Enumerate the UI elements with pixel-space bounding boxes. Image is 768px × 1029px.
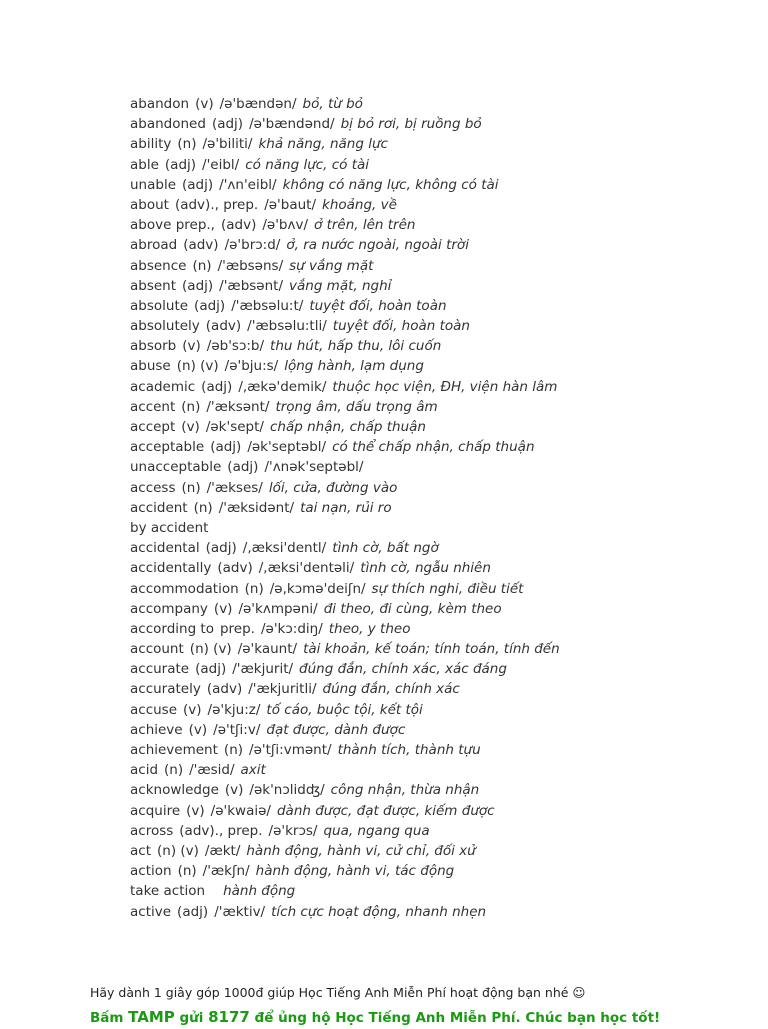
vocab-ipa: /ə'biliti/ xyxy=(202,136,253,153)
vocab-entry xyxy=(130,821,730,841)
vocab-word: ability xyxy=(130,136,172,153)
vocab-entry xyxy=(130,801,730,821)
vocab-pos: (n) xyxy=(177,863,197,880)
vocab-meaning: tài khoản, kế toán; tính toán, tính đến xyxy=(303,641,560,658)
vocab-ipa: /'æsid/ xyxy=(189,762,235,779)
vocab-entry xyxy=(130,861,730,881)
vocab-entry xyxy=(130,215,730,235)
vocab-ipa: /ə'kɔ:diŋ/ xyxy=(260,620,323,637)
vocab-meaning: ở, ra nước ngoài, ngoài trời xyxy=(286,237,469,254)
vocab-ipa: /ək'nɔlidʤ/ xyxy=(249,782,325,799)
vocab-meaning: không có năng lực, không có tài xyxy=(282,176,499,193)
vocab-entry xyxy=(130,356,730,376)
vocab-ipa: /'æbsəlu:t/ xyxy=(231,297,304,314)
vocab-word: acid xyxy=(130,762,159,779)
vocab-entry xyxy=(130,155,730,175)
vocab-word: accompany xyxy=(130,600,208,617)
vocab-pos: (adv)., prep. xyxy=(174,196,259,213)
vocab-meaning: đúng đắn, chính xác xyxy=(322,681,460,698)
vocab-word: accommodation xyxy=(130,580,239,597)
vocab-word: accuse xyxy=(130,701,178,718)
vocab-word: abandon xyxy=(130,96,190,112)
vocab-pos: (v) xyxy=(186,802,205,819)
vocab-word: accident xyxy=(130,499,188,516)
vocab-ipa: /'ækjurit/ xyxy=(232,661,294,678)
vocab-entry xyxy=(130,377,730,397)
vocab-meaning: hành động xyxy=(223,883,296,900)
vocab-word: access xyxy=(130,479,176,496)
vocab-pos: (n) xyxy=(181,398,201,415)
vocab-ipa: /ə'bændənd/ xyxy=(249,116,335,133)
vocab-pos: (n) xyxy=(177,136,197,153)
vocab-entry xyxy=(130,599,730,619)
vocab-pos: (adj) xyxy=(195,661,227,678)
vocab-meaning: đạt được, dành được xyxy=(266,721,406,738)
vocab-entry xyxy=(130,235,730,255)
vocab-word: active xyxy=(130,903,172,920)
vocab-entry xyxy=(130,679,730,699)
vocab-pos: (adj) xyxy=(201,378,233,395)
vocab-entry xyxy=(130,397,730,417)
vocab-ipa: /'æbsəlu:tli/ xyxy=(247,318,327,335)
vocab-ipa: /ə'kju:z/ xyxy=(207,701,261,718)
vocab-meaning: công nhận, thừa nhận xyxy=(330,782,480,799)
vocab-word: absolutely xyxy=(130,318,200,335)
vocab-pos: (n) xyxy=(244,580,264,597)
vocab-ipa: /ə'baut/ xyxy=(264,196,316,213)
vocab-word: able xyxy=(130,156,159,173)
vocab-ipa: /'ʌn'eibl/ xyxy=(219,176,277,193)
vocab-pos: (n) (v) xyxy=(176,358,219,375)
vocab-ipa: /ə'krɔs/ xyxy=(268,822,318,839)
vocab-entry xyxy=(130,619,730,639)
vocab-entry xyxy=(130,276,730,296)
sms-keyword: TAMP xyxy=(128,1008,175,1026)
vocab-ipa: /ək'septəbl/ xyxy=(247,439,327,456)
vocab-meaning: thành tích, thành tựu xyxy=(337,742,481,758)
vocab-pos: (adj) xyxy=(194,297,226,314)
vocab-pos: (adj) xyxy=(227,459,259,476)
vocab-word: academic xyxy=(130,378,196,395)
vocab-ipa: /'ækʃn/ xyxy=(202,863,250,880)
vocab-entry xyxy=(130,780,730,800)
vocab-word: abandoned xyxy=(130,116,206,133)
vocab-meaning: sự thích nghi, điều tiết xyxy=(371,580,524,597)
vocab-entry xyxy=(130,639,730,659)
vocab-meaning: thu hút, hấp thu, lôi cuốn xyxy=(270,338,442,355)
vocab-meaning: có năng lực, có tài xyxy=(245,156,370,173)
vocab-word: achievement xyxy=(130,742,218,758)
vocab-meaning: tai nạn, rủi ro xyxy=(300,499,392,516)
vocab-pos: (v) xyxy=(195,96,214,112)
vocab-pos: (n) (v) xyxy=(157,842,199,859)
vocab-word: according to xyxy=(130,620,214,637)
vocab-meaning: đúng đắn, chính xác, xác đáng xyxy=(299,661,507,678)
vocab-pos: (v) xyxy=(224,782,244,799)
vocab-word: unable xyxy=(130,176,177,193)
sms-number: 8177 xyxy=(208,1008,250,1026)
vocab-ipa: /,æksi'dentl/ xyxy=(242,540,327,557)
vocab-ipa: /ə'kaunt/ xyxy=(237,641,298,658)
vocab-meaning: tuyệt đối, hoàn toàn xyxy=(332,318,470,335)
vocab-entry xyxy=(130,659,730,679)
vocab-meaning: axit xyxy=(240,762,266,779)
vocab-ipa: /ə'brɔ:d/ xyxy=(224,237,281,254)
vocab-ipa: /ə'kwaiə/ xyxy=(210,802,271,819)
vocab-pos: (adv) xyxy=(205,318,242,335)
vocab-entry xyxy=(130,336,730,356)
vocab-pos: (n) xyxy=(181,479,201,496)
vocab-ipa: /ə'tʃi:v/ xyxy=(213,721,261,738)
vocab-meaning: đi theo, đi cùng, kèm theo xyxy=(323,600,502,617)
vocab-meaning: lộng hành, lạm dụng xyxy=(284,358,424,375)
vocab-entry xyxy=(130,841,730,861)
vocab-entry xyxy=(130,902,730,922)
vocab-word: account xyxy=(130,641,184,658)
vocab-ipa: /'æksənt/ xyxy=(206,398,270,415)
vocab-word: across xyxy=(130,822,174,839)
vocab-meaning: tuyệt đối, hoàn toàn xyxy=(309,297,447,314)
vocab-meaning: sự vắng mặt xyxy=(289,257,374,274)
vocab-meaning: bỏ, từ bỏ xyxy=(302,96,363,112)
vocab-entry xyxy=(130,558,730,578)
vocab-ipa: /,ækə'demik/ xyxy=(238,378,327,395)
vocab-entry xyxy=(130,94,730,114)
vocab-entry xyxy=(130,498,730,518)
vocab-pos: (n) xyxy=(192,257,212,274)
vocab-ipa: /ək'sept/ xyxy=(205,419,264,435)
donation-note: Hãy dành 1 giây góp 1000đ giúp Học Tiếng Anh Miễn Phí hoạt động bạn nhé ☺ xyxy=(90,985,586,1000)
vocab-ipa: /'ækses/ xyxy=(206,479,263,496)
vocab-word: accurate xyxy=(130,661,190,678)
vocab-meaning: theo, y theo xyxy=(328,620,411,637)
vocab-word: take action xyxy=(130,883,206,900)
vocabulary-list xyxy=(130,94,730,922)
vocab-ipa: /ə'bændən/ xyxy=(219,96,297,112)
vocab-entry xyxy=(130,457,730,477)
vocab-ipa: /ækt/ xyxy=(204,842,241,859)
vocab-meaning: khả năng, năng lực xyxy=(258,136,388,153)
vocab-pos: (adj) xyxy=(164,156,197,173)
vocab-pos: (adj) xyxy=(205,540,237,557)
sms-prefix: Bấm xyxy=(90,1010,129,1026)
vocab-pos: (adv) xyxy=(220,217,257,234)
vocab-pos: (adj) xyxy=(182,277,214,294)
vocab-ipa: /ə,kɔmə'deiʃn/ xyxy=(269,580,366,597)
vocab-word: abuse xyxy=(130,358,171,375)
vocab-word: act xyxy=(130,842,151,859)
vocab-ipa: /'ækjuritli/ xyxy=(248,681,317,698)
vocab-pos: (adj) xyxy=(177,903,209,920)
vocab-pos: (adj) xyxy=(211,116,244,133)
vocab-pos: (adj) xyxy=(182,176,214,193)
vocab-meaning: qua, ngang qua xyxy=(323,822,430,839)
vocab-entry xyxy=(130,740,730,760)
vocab-entry xyxy=(130,296,730,316)
vocab-entry xyxy=(130,256,730,276)
vocab-ipa: /ə'bʌv/ xyxy=(262,217,309,234)
vocab-pos: (n) xyxy=(164,762,184,779)
vocab-word: accent xyxy=(130,398,176,415)
vocab-ipa: /ə'tʃi:vmənt/ xyxy=(249,742,332,758)
vocab-entry xyxy=(130,417,730,437)
vocab-word: abroad xyxy=(130,237,178,254)
vocab-word: action xyxy=(130,863,172,880)
vocab-ipa: /ə'kʌmpəni/ xyxy=(238,600,318,617)
vocab-pos: (adv) xyxy=(206,681,243,698)
sms-mid: gửi xyxy=(174,1010,209,1026)
vocab-pos: (adj) xyxy=(210,439,242,456)
vocab-entry xyxy=(130,437,730,457)
vocab-word: acquire xyxy=(130,802,181,819)
vocab-pos: (n) xyxy=(193,499,213,516)
vocab-word: accidental xyxy=(130,540,200,557)
vocab-entry xyxy=(130,538,730,558)
vocab-meaning: dành được, đạt được, kiếm được xyxy=(276,802,495,819)
vocab-word: above prep., xyxy=(130,217,215,234)
vocab-meaning: khoảng, về xyxy=(322,196,397,213)
vocab-entry xyxy=(130,478,730,498)
vocab-meaning: bị bỏ rơi, bị ruồng bỏ xyxy=(340,116,482,133)
vocab-entry xyxy=(130,760,730,780)
vocab-entry xyxy=(130,518,730,538)
vocab-ipa: /,æksi'dentəli/ xyxy=(258,560,355,577)
vocab-meaning: trọng âm, dấu trọng âm xyxy=(275,398,438,415)
vocab-ipa: /'eibl/ xyxy=(202,156,240,173)
vocab-word: absence xyxy=(130,257,187,274)
vocab-meaning: tình cờ, bất ngờ xyxy=(332,540,439,557)
vocab-pos: (n) xyxy=(223,742,244,758)
vocab-pos: (adv) xyxy=(183,237,219,254)
vocab-meaning: tình cờ, ngẫu nhiên xyxy=(360,560,491,577)
vocab-entry xyxy=(130,114,730,134)
vocab-meaning: vắng mặt, nghỉ xyxy=(289,277,392,294)
vocab-ipa: /'æksidənt/ xyxy=(218,499,295,516)
vocab-word: absent xyxy=(130,277,177,294)
vocab-pos: (n) (v) xyxy=(189,641,232,658)
vocab-word: unacceptable xyxy=(130,459,222,476)
vocab-ipa: /'ʌnək'septəbl/ xyxy=(264,459,364,476)
vocab-meaning: lối, cửa, đường vào xyxy=(268,479,398,496)
vocab-pos: prep. xyxy=(219,620,255,637)
vocab-pos: (v) xyxy=(188,721,208,738)
vocab-word: accidentally xyxy=(130,560,212,577)
vocab-meaning: hành động, hành vi, cử chỉ, đối xử xyxy=(246,842,476,859)
vocab-meaning: tố cáo, buộc tội, kết tội xyxy=(266,701,423,718)
vocab-word: accurately xyxy=(130,681,201,698)
sms-suffix: để ủng hộ Học Tiếng Anh Miễn Phí. Chúc bạn học tốt! xyxy=(249,1010,661,1026)
vocab-pos: (adv)., prep. xyxy=(179,822,263,839)
footer xyxy=(90,984,760,1029)
vocab-ipa: /'æbsəns/ xyxy=(217,257,284,274)
vocab-entry xyxy=(130,316,730,336)
vocab-ipa: /ə'bju:s/ xyxy=(224,358,279,375)
vocab-entry xyxy=(130,720,730,740)
vocab-pos: (v) xyxy=(183,701,202,718)
vocab-word: achieve xyxy=(130,721,183,738)
vocab-ipa: /əb'sɔ:b/ xyxy=(206,338,265,355)
vocab-word: by accident xyxy=(130,519,209,536)
vocab-meaning: thuộc học viện, ĐH, viện hàn lâm xyxy=(332,378,558,395)
vocab-pos: (v) xyxy=(182,338,201,355)
vocab-ipa: /'æktiv/ xyxy=(214,903,266,920)
vocab-meaning: có thể chấp nhận, chấp thuận xyxy=(332,439,535,456)
vocab-pos: (adv) xyxy=(217,560,253,577)
vocab-word: acceptable xyxy=(130,439,205,456)
sms-instruction xyxy=(90,1006,760,1029)
vocab-ipa: /'æbsənt/ xyxy=(219,277,283,294)
vocab-entry xyxy=(130,881,730,901)
vocab-entry xyxy=(130,579,730,599)
vocab-word: acknowledge xyxy=(130,782,219,799)
vocab-entry xyxy=(130,134,730,154)
vocab-word: accept xyxy=(130,419,176,435)
vocab-meaning: chấp nhận, chấp thuận xyxy=(269,419,426,435)
vocab-pos: (v) xyxy=(213,600,233,617)
vocab-entry xyxy=(130,195,730,215)
vocab-word: absolute xyxy=(130,297,189,314)
vocab-word: about xyxy=(130,196,169,213)
vocab-entry xyxy=(130,700,730,720)
vocab-meaning: ở trên, lên trên xyxy=(314,217,416,234)
vocab-word: absorb xyxy=(130,338,177,355)
vocab-pos: (v) xyxy=(181,419,200,435)
vocab-meaning: tích cực hoạt động, nhanh nhẹn xyxy=(271,903,487,920)
vocab-entry xyxy=(130,175,730,195)
vocab-meaning: hành động, hành vi, tác động xyxy=(255,863,455,880)
